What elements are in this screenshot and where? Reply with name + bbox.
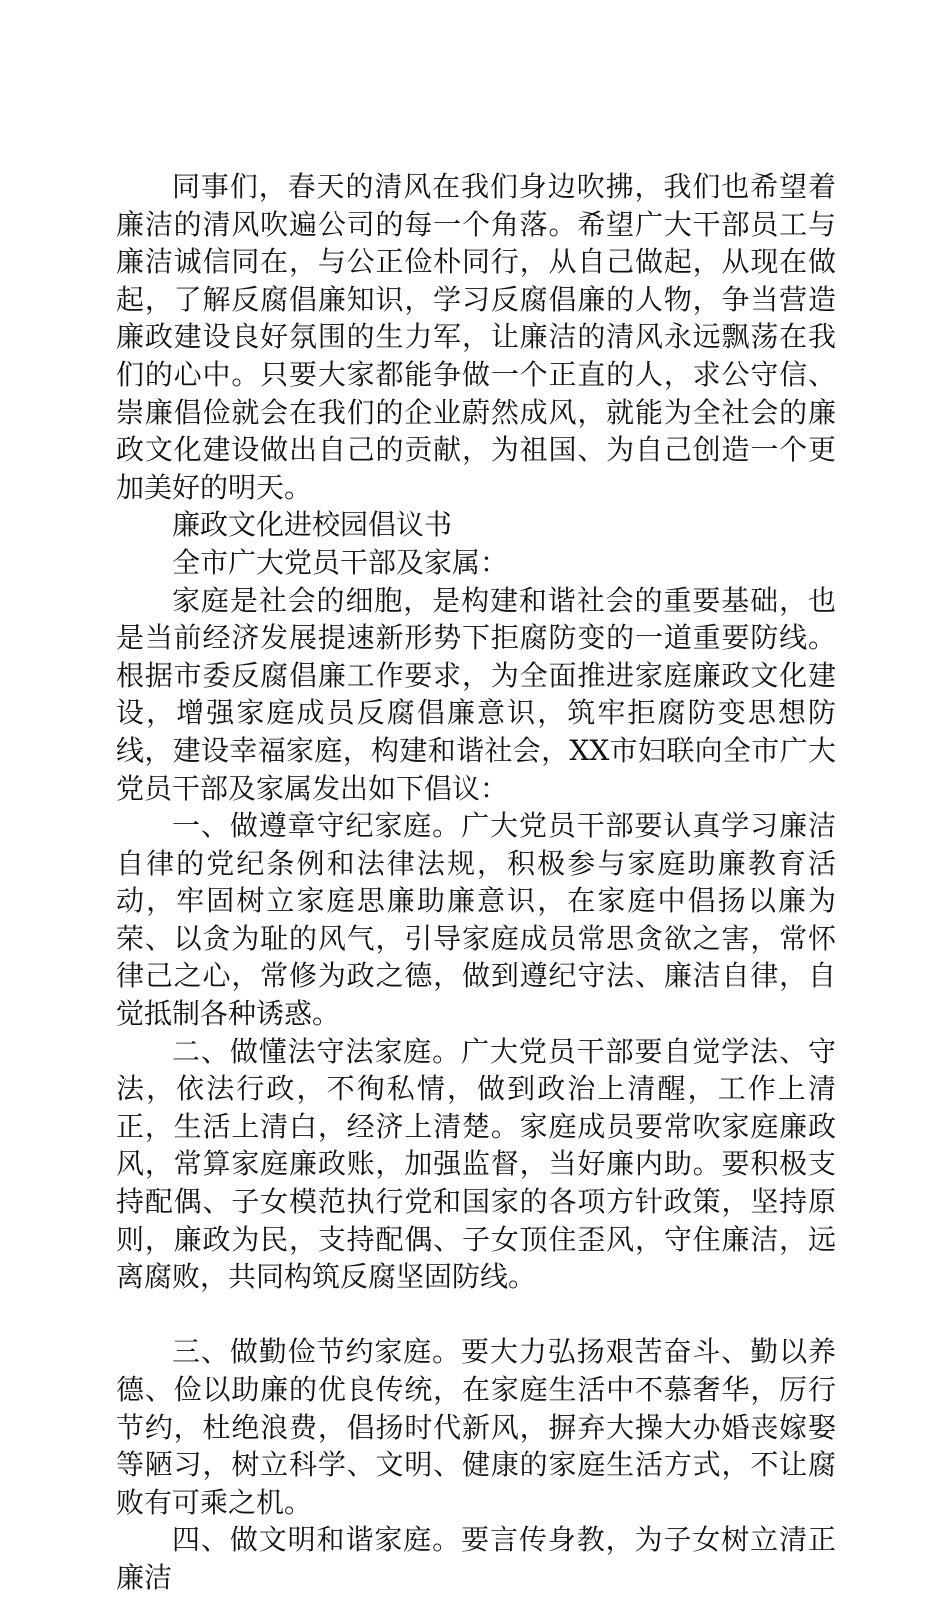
paragraph-item-three: 三、做勤俭节约家庭。要大力弘扬艰苦奋斗、勤以养德、俭以助廉的优良传统，在家庭生活中不慕奢华，厉行节约，杜绝浪费，倡扬时代新风，摒弃大操大办婚丧嫁娶等陋习，树立科学、文明、健康的家庭生活方式，不让腐败有可乘之机。 xyxy=(116,1335,836,1519)
paragraph-item-one: 一、做遵章守纪家庭。广大党员干部要认真学习廉洁自律的党纪条例和法律法规，积极参与家庭助廉教育活动，牢固树立家庭思廉助廉意识，在家庭中倡扬以廉为荣、以贪为耻的风气，引导家庭成员常思贪欲之害，常怀律己之心，常修为政之德，做到遵纪守法、廉洁自律，自觉抵制各种诱惑。 xyxy=(116,809,836,1031)
proposal-title: 廉政文化进校园倡议书 xyxy=(172,508,453,542)
document-body xyxy=(116,168,836,1597)
paragraph-introduction: 家庭是社会的细胞，是构建和谐社会的重要基础，也是当前经济发展提速新形势下拒腐防变的一道重要防线。根据市委反腐倡廉工作要求，为全面推进家庭廉政文化建设，增强家庭成员反腐倡廉意识，筑牢拒腐防变思想防线，建设幸福家庭，构建和谐社会，XX市妇联向全市广大党员干部及家属发出如下倡议： xyxy=(116,583,836,805)
paragraph-item-four: 四、做文明和谐家庭。要言传身教，为子女树立清正廉洁 xyxy=(116,1523,836,1594)
paragraph-closing-appeal: 同事们，春天的清风在我们身边吹拂，我们也希望着廉洁的清风吹遍公司的每一个角落。希望广大干部员工与廉洁诚信同在，与公正俭朴同行，从自己做起，从现在做起，了解反腐倡廉知识，学习反腐倡廉的人物，争当营造廉政建设良好氛围的生力军，让廉洁的清风永远飘荡在我们的心中。只要大家都能争做一个正直的人，求公守信、崇廉倡俭就会在我们的企业蔚然成风，就能为全社会的廉政文化建设做出自己的贡献，为祖国、为自己创造一个更加美好的明天。 xyxy=(116,170,836,504)
salutation: 全市广大党员干部及家属： xyxy=(172,545,509,579)
paragraph-item-two: 二、做懂法守法家庭。广大党员干部要自觉学法、守法，依法行政，不徇私情，做到政治上清醒，工作上清正，生活上清白，经济上清楚。家庭成员要常吹家庭廉政风，常算家庭廉政账，加强监督，当好廉内助。要积极支持配偶、子女模范执行党和国家的各项方针政策，坚持原则，廉政为民，支持配偶、子女顶住歪风，守住廉洁，远离腐败，共同构筑反腐坚固防线。 xyxy=(116,1034,836,1294)
